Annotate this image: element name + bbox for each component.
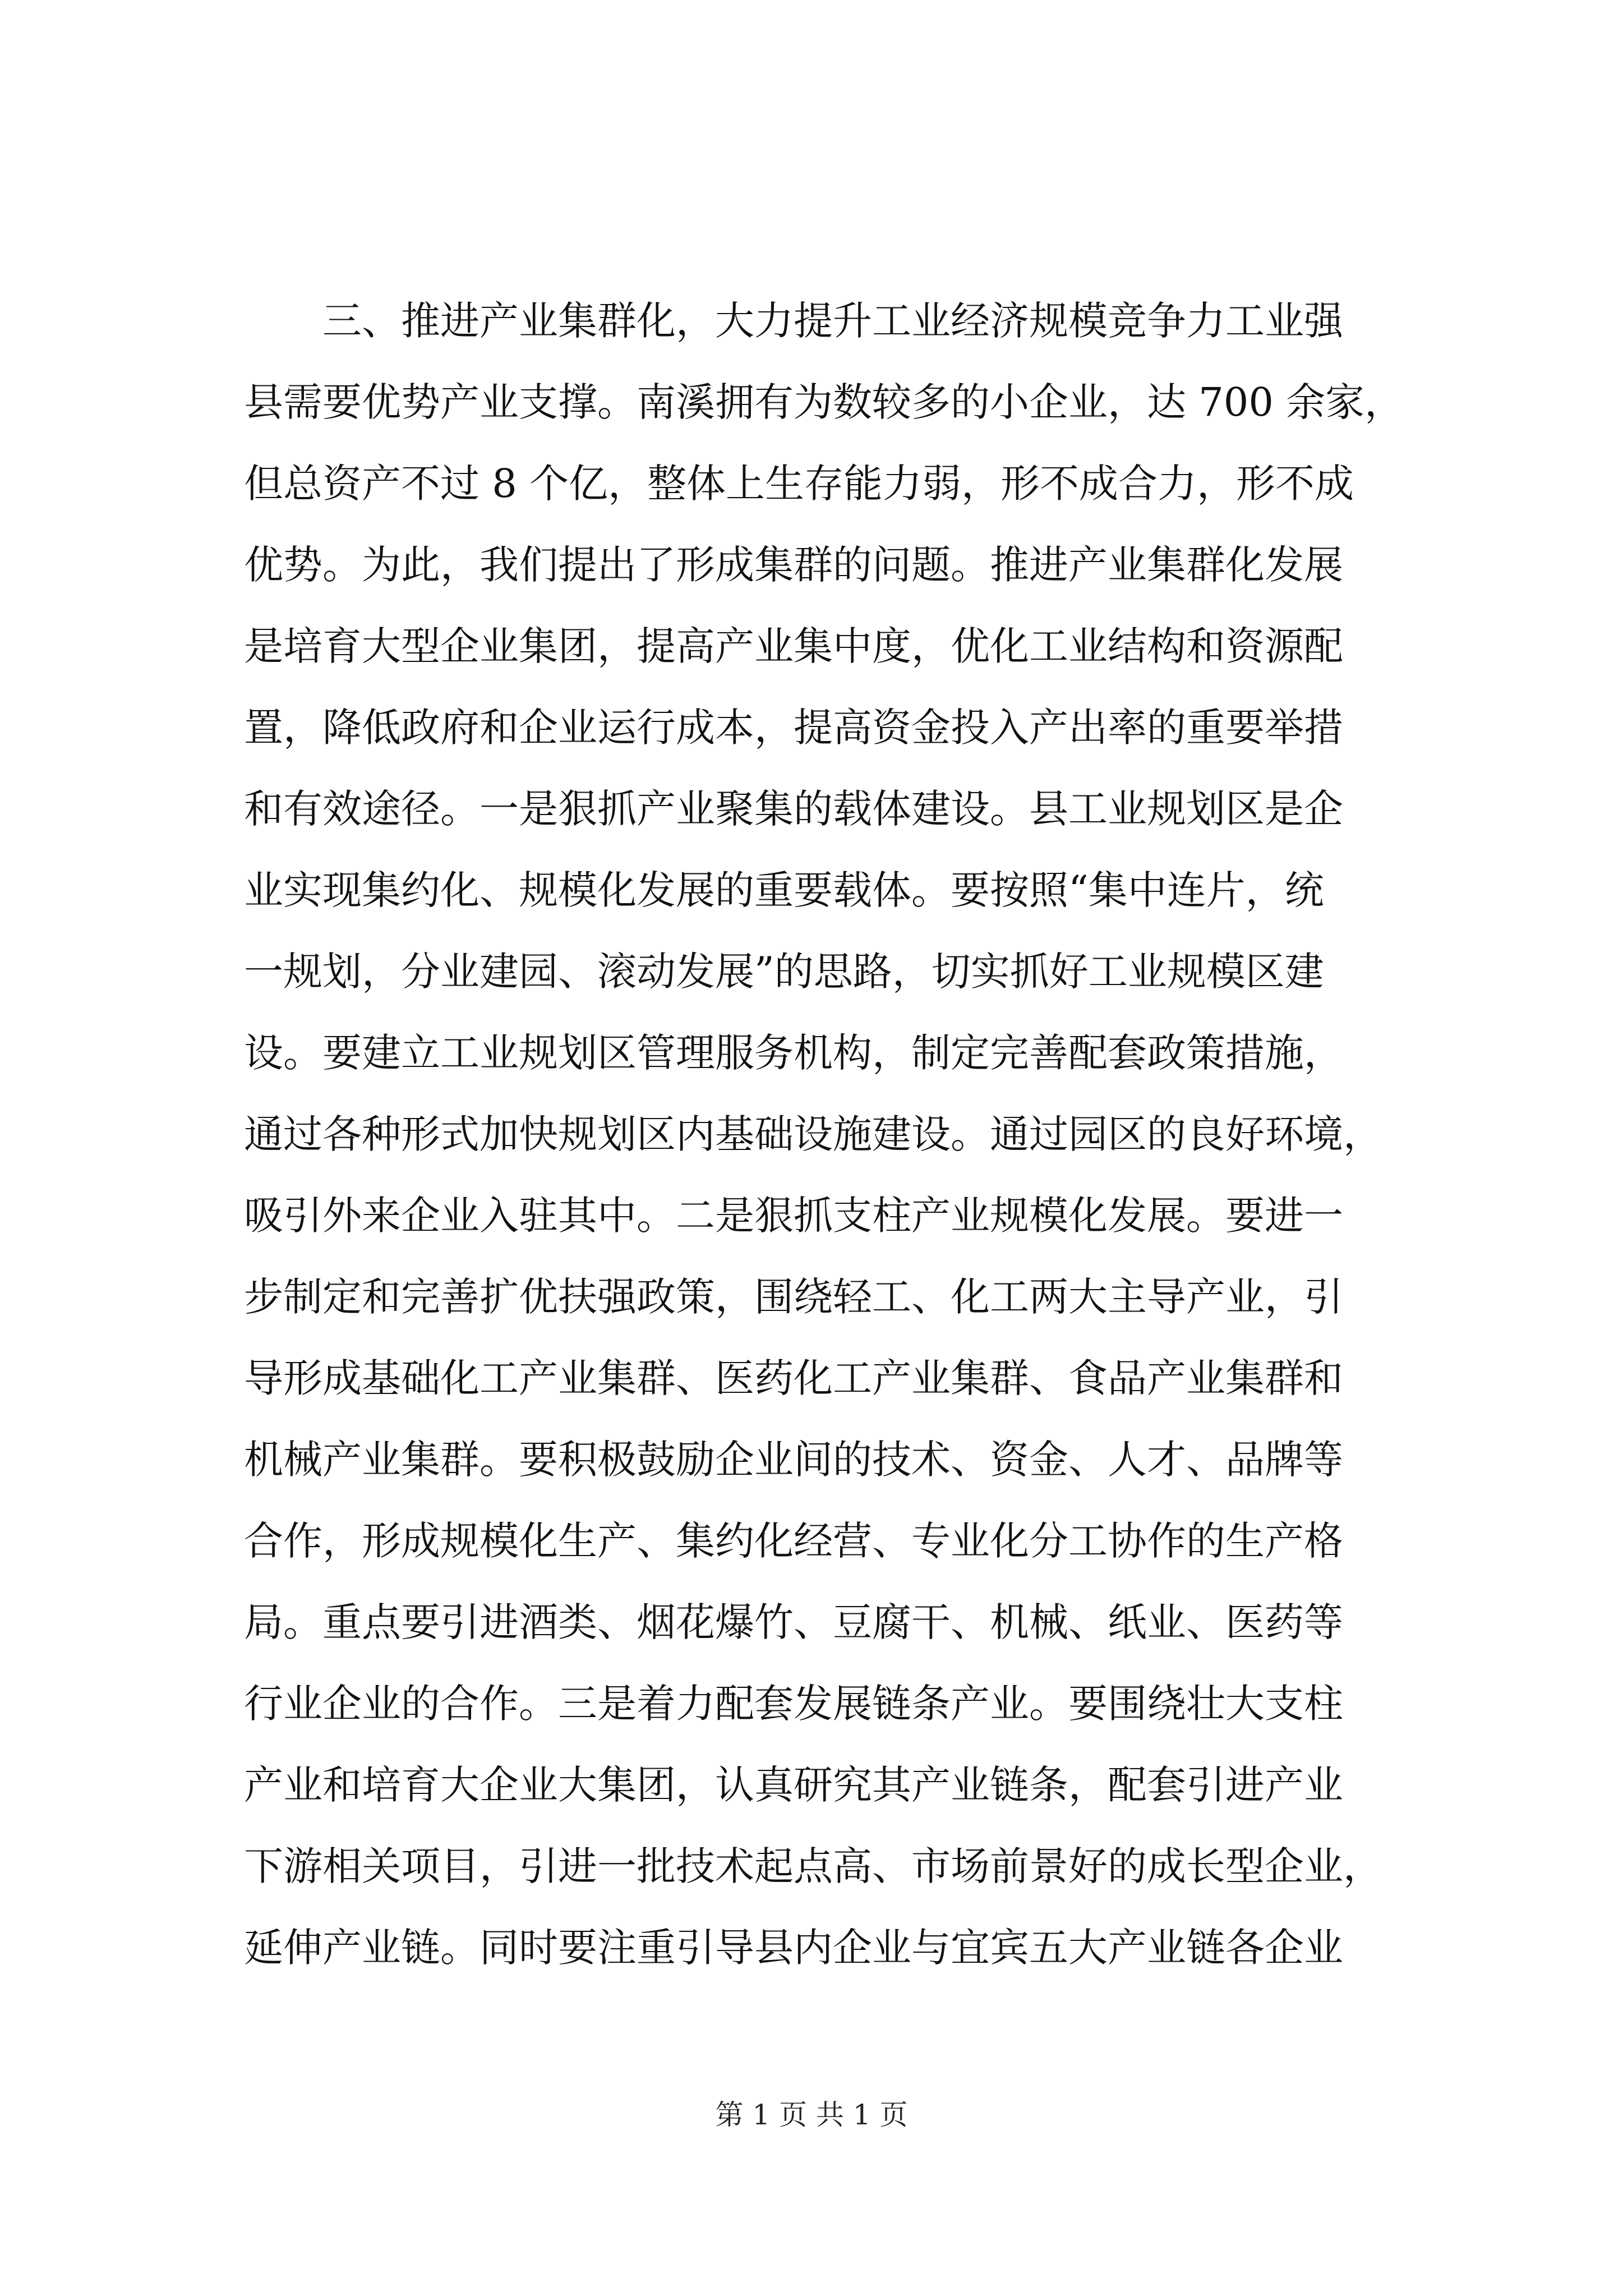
- text-line-15: 机械产业集群。要积极鼓励企业间的技术、资金、人才、品牌等: [244, 1437, 1343, 1483]
- text-line-9: 一规划，分业建园、滚动发展”的思路，切实抓好工业规模区建: [244, 949, 1324, 995]
- text-line-10: 设。要建立工业规划区管理服务机构，制定完善配套政策措施，: [244, 1030, 1343, 1076]
- text-line-4: 优势。为此，我们提出了形成集群的问题。推进产业集群化发展: [244, 542, 1343, 588]
- text-line-6: 置，降低政府和企业运行成本，提高资金投入产出率的重要举措: [244, 705, 1343, 751]
- text-line-17: 局。重点要引进酒类、烟花爆竹、豆腐干、机械、纸业、医药等: [244, 1599, 1343, 1645]
- text-line-19: 产业和培育大企业大集团，认真研究其产业链条，配套引进产业: [244, 1762, 1343, 1808]
- text-line-14: 导形成基础化工产业集群、医药化工产业集群、食品产业集群和: [244, 1355, 1343, 1401]
- text-line-5: 是培育大型企业集团，提高产业集中度，优化工业结构和资源配: [244, 623, 1343, 669]
- text-line-21: 延伸产业链。同时要注重引导县内企业与宜宾五大产业链各企业: [244, 1925, 1343, 1971]
- text-line-1: 三、推进产业集群化，大力提升工业经济规模竞争力工业强: [322, 298, 1343, 344]
- text-line-13: 步制定和完善扩优扶强政策，围绕轻工、化工两大主导产业，引: [244, 1274, 1343, 1320]
- text-line-2: 县需要优势产业支撑。南溪拥有为数较多的小企业，达 700 余家，: [244, 379, 1404, 425]
- page-number: 第 1 页 共 1 页: [715, 2099, 908, 2131]
- text-line-12: 吸引外来企业入驻其中。二是狠抓支柱产业规模化发展。要进一: [244, 1193, 1343, 1239]
- text-line-18: 行业企业的合作。三是着力配套发展链条产业。要围绕壮大支柱: [244, 1681, 1343, 1727]
- text-line-16: 合作，形成规模化生产、集约化经营、专业化分工协作的生产格: [244, 1518, 1343, 1564]
- text-line-3: 但总资产不过 8 个亿，整体上生存能力弱，形不成合力，形不成: [244, 461, 1354, 507]
- text-line-7: 和有效途径。一是狠抓产业聚集的载体建设。县工业规划区是企: [244, 786, 1343, 832]
- page-footer: [0, 2095, 1623, 2134]
- body-paragraph: [244, 280, 1422, 1989]
- text-line-11: 通过各种形式加快规划区内基础设施建设。通过园区的良好环境，: [244, 1111, 1382, 1157]
- text-line-20: 下游相关项目，引进一批技术起点高、市场前景好的成长型企业，: [244, 1843, 1382, 1889]
- text-line-8: 业实现集约化、规模化发展的重要载体。要按照“集中连片，统: [244, 867, 1324, 913]
